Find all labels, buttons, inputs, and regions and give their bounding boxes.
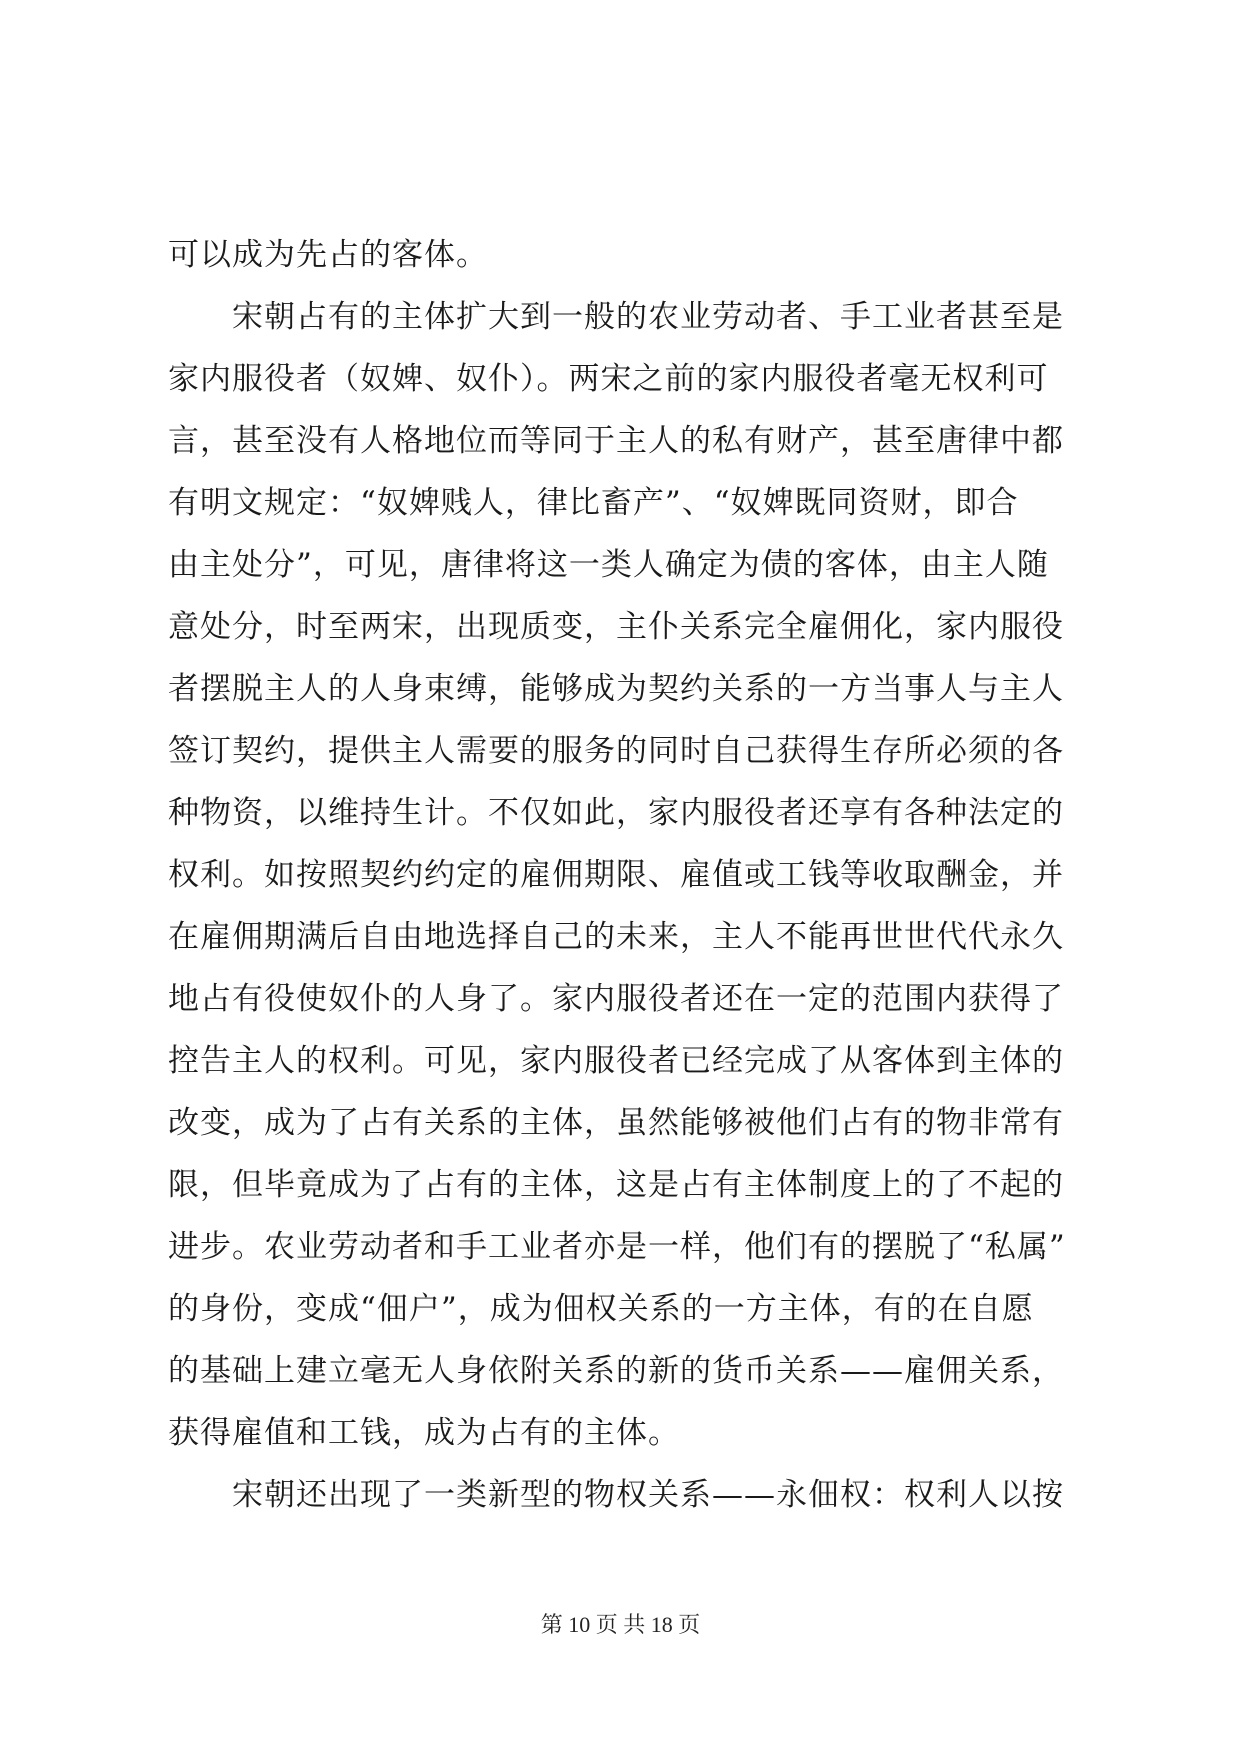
text-line: 改变，成为了占有关系的主体，虽然能够被他们占有的物非常有 (168, 1105, 1064, 1141)
text-line: 获得雇值和工钱，成为占有的主体。 (168, 1415, 680, 1451)
text-line: 者摆脱主人的人身束缚，能够成为契约关系的一方当事人与主人 (168, 671, 1064, 707)
text-line: 限，但毕竟成为了占有的主体，这是占有主体制度上的了不起的 (168, 1167, 1064, 1203)
text-line: 的基础上建立毫无人身依附关系的新的货币关系——雇佣关系， (168, 1353, 1064, 1389)
text-line: 言，甚至没有人格地位而等同于主人的私有财产，甚至唐律中都 (168, 423, 1064, 459)
text-line: 地占有役使奴仆的人身了。家内服役者还在一定的范围内获得了 (168, 981, 1064, 1017)
text-line: 宋朝还出现了一类新型的物权关系——永佃权：权利人以按 (232, 1477, 1064, 1513)
text-line: 有明文规定：“奴婢贱人，律比畜产”、“奴婢既同资财，即合 (168, 485, 1019, 521)
text-line: 由主处分”，可见，唐律将这一类人确定为债的客体，由主人随 (168, 547, 1049, 583)
text-line: 种物资，以维持生计。不仅如此，家内服役者还享有各种法定的 (168, 795, 1064, 831)
text-line: 意处分，时至两宋，出现质变，主仆关系完全雇佣化，家内服役 (168, 609, 1064, 645)
text-line: 宋朝占有的主体扩大到一般的农业劳动者、手工业者甚至是 (232, 299, 1064, 335)
document-body (168, 224, 1088, 1526)
text-line: 的身份，变成“佃户”，成为佃权关系的一方主体，有的在自愿 (168, 1291, 1034, 1327)
text-line: 可以成为先占的客体。 (168, 237, 488, 273)
text-line: 家内服役者（奴婢、奴仆）。两宋之前的家内服役者毫无权利可 (168, 361, 1049, 397)
text-line: 控告主人的权利。可见，家内服役者已经完成了从客体到主体的 (168, 1043, 1064, 1079)
text-line: 签订契约，提供主人需要的服务的同时自己获得生存所必须的各 (168, 733, 1064, 769)
text-line: 进步。农业劳动者和手工业者亦是一样，他们有的摆脱了“私属” (168, 1229, 1066, 1265)
text-line: 权利。如按照契约约定的雇佣期限、雇值或工钱等收取酬金，并 (168, 857, 1064, 893)
text-line: 在雇佣期满后自由地选择自己的未来，主人不能再世世代代永久 (168, 919, 1064, 955)
page-footer: 第 10 页 共 18 页 (540, 1612, 701, 1637)
